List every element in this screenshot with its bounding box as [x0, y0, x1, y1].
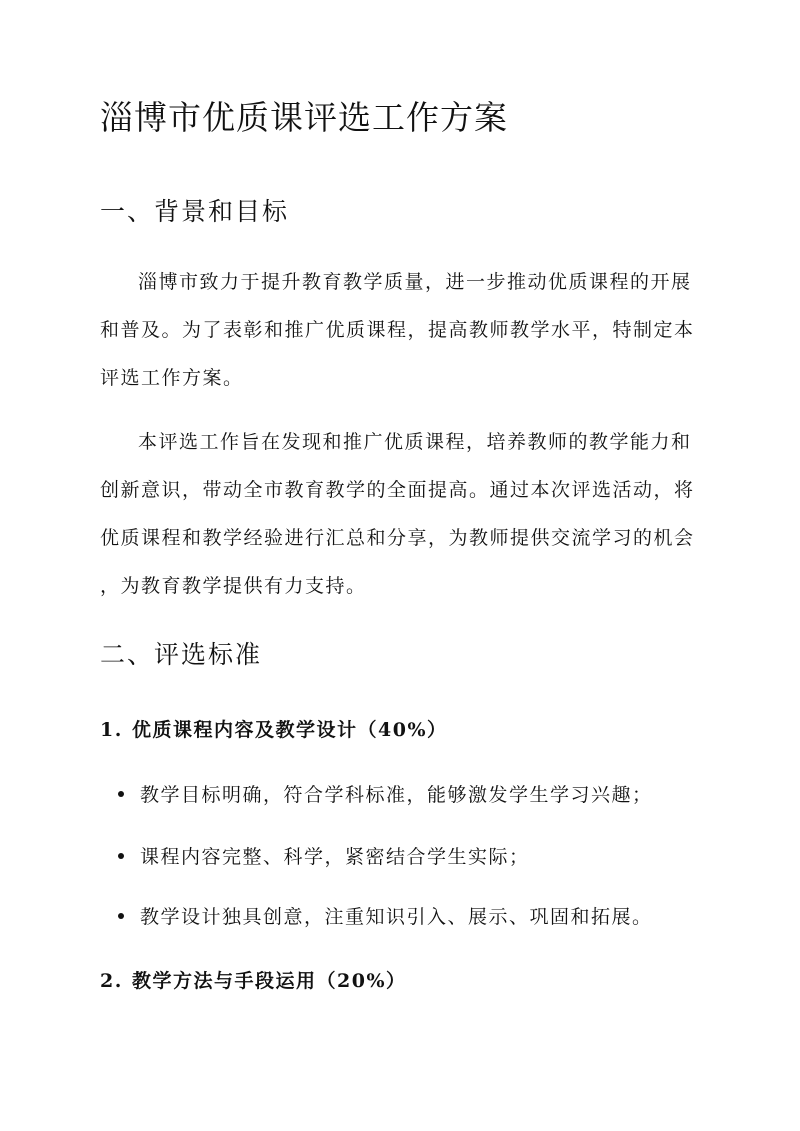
bullet-text: 课程内容完整、科学，紧密结合学生实际；: [140, 846, 530, 868]
criteria-item-2-heading: [100, 967, 407, 995]
criteria-item-number: 1.: [100, 719, 123, 741]
bullet-dot-icon: [118, 791, 124, 797]
section-heading-criteria: 二、评选标准: [100, 640, 263, 669]
bullet-text: 教学设计独具创意，注重知识引入、展示、巩固和拓展。: [140, 906, 653, 928]
criteria-item-number: 2.: [100, 970, 123, 992]
bullet-text: 教学目标明确，符合学科标准，能够激发学生学习兴趣；: [140, 784, 653, 806]
paragraph-line: 本评选工作旨在发现和推广优质课程，培养教师的教学能力和: [138, 431, 692, 453]
criteria-item-label: 优质课程内容及教学设计（40%）: [132, 719, 448, 741]
paragraph-line: ，为教育教学提供有力支持。: [100, 575, 367, 597]
bullet-dot-icon: [118, 913, 124, 919]
paragraph-line: 淄博市致力于提升教育教学质量，进一步推动优质课程的开展: [138, 271, 692, 293]
paragraph-line: 评选工作方案。: [100, 367, 244, 389]
paragraph-background-goal: [100, 418, 700, 610]
criteria-item-1-heading: [100, 716, 448, 744]
paragraph-line: 创新意识，带动全市教育教学的全面提高。通过本次评选活动，将: [100, 479, 695, 501]
paragraph-background-intro: [100, 258, 700, 402]
paragraph-line: 优质课程和教学经验进行汇总和分享，为教师提供交流学习的机会: [100, 527, 695, 549]
bullet-item: [118, 843, 530, 871]
paragraph-line: 和普及。为了表彰和推广优质课程，提高教师教学水平，特制定本: [100, 319, 695, 341]
bullet-item: [118, 903, 653, 931]
criteria-item-label: 教学方法与手段运用（20%）: [132, 970, 407, 992]
bullet-item: [118, 781, 653, 809]
section-heading-background: 一、背景和目标: [100, 197, 290, 226]
bullet-dot-icon: [118, 853, 124, 859]
document-title: 淄博市优质课评选工作方案: [100, 98, 508, 137]
